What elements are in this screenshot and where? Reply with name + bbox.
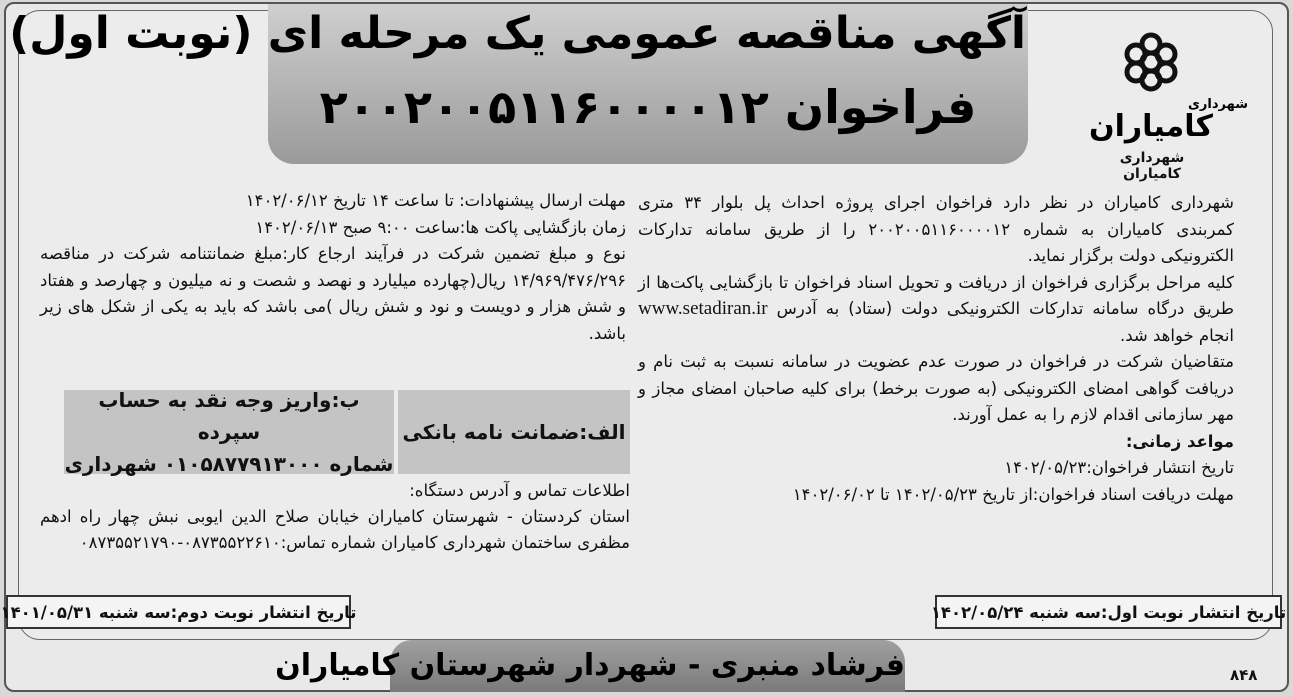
page-number: ۸۴۸ bbox=[1230, 666, 1258, 684]
second-publication-date: تاریخ انتشار نوبت دوم:سه شنبه ۱۴۰۱/۰۵/۳۱ bbox=[6, 595, 351, 629]
option-cash-deposit: ب:واریز وجه نقد به حساب سپرده شماره ۰۱۰۵۸۷۷۹۱۳۰۰۰ شهرداری bbox=[64, 388, 394, 476]
option-bank-guarantee: الف:ضمانت نامه بانکی bbox=[398, 390, 630, 474]
paragraph-process: کلیه مراحل برگزاری فراخوان از دریافت و تحویل اسناد فراخوان تا بازگشایی پاکت‌ها از طریق درگاه سامانه تدارکات الکترونیکی دولت (ستاد) به آدرس www.setadiran.ir انجام خواهد شد. bbox=[638, 272, 1234, 345]
paragraph-intro: شهرداری کامیاران در نظر دارد فراخوان اجرای پروژه احداث پل بلوار ۳۴ متری کمربندی کامیاران به شماره ۲۰۰۲۰۰۵۱۱۶۰۰۰۰۱۲ را از طریق سامانه تدارکات الکترونیکی دولت برگزار نماید. bbox=[638, 193, 1235, 265]
first-publication-date: تاریخ انتشار نوبت اول:سه شنبه ۱۴۰۲/۰۵/۲۴ bbox=[935, 595, 1282, 629]
mayor-signature: فرشاد منبری - شهردار شهرستان کامیاران bbox=[390, 640, 905, 692]
publish-date: تاریخ انتشار فراخوان:۱۴۰۲/۰۵/۲۳ bbox=[1004, 458, 1234, 477]
guarantee-info: نوع و مبلغ تضمین شرکت در فرآیند ارجاع کار:مبلغ ضمانتنامه شرکت در مناقصه ۱۴/۹۶۹/۴۷۶/۲۹۶ ریال(چهارده میلیارد و نهصد و شصت و نه میلیون و چهارصد و هفتاد و شش هزار و دویست و نود و شش ریال )می باشد که باید به یکی از شکل های زیر باشد. bbox=[40, 244, 626, 343]
docs-deadline: مهلت دریافت اسناد فراخوان:از تاریخ ۱۴۰۲/۰۵/۲۳ تا ۱۴۰۲/۰۶/۰۲ bbox=[792, 484, 1234, 504]
paragraph-registration: متقاضیان شرکت در فراخوان در صورت عدم عضویت در سامانه نسبت به ثبت نام و دریافت گواهی امضای الکترونیکی (به صورت برخط) برای کلیه صاحبان امضای مجاز و مهر سازمانی اقدام لازم را به عمل آورند. bbox=[638, 352, 1234, 424]
deadlines-section bbox=[40, 188, 626, 347]
municipality-logo bbox=[1089, 32, 1248, 162]
opening-time: زمان بازگشایی پاکت ها:ساعت ۹:۰۰ صبح ۱۴۰۲/۰۶/۱۳ bbox=[255, 217, 626, 237]
contact-section bbox=[40, 478, 630, 556]
svg-text:کامیاران: کامیاران bbox=[1089, 109, 1213, 144]
contact-title: اطلاعات تماس و آدرس دستگاه: bbox=[409, 481, 630, 500]
setad-url-link[interactable]: www.setadiran.ir bbox=[638, 298, 768, 319]
tender-description bbox=[638, 190, 1234, 508]
notice-title: آگهی مناقصه عمومی یک مرحله ای (نوبت اول) bbox=[9, 8, 1026, 59]
tender-number-title: فراخوان ۲۰۰۲۰۰۵۱۱۶۰۰۰۰۱۲ bbox=[319, 80, 977, 134]
logo-subtitle: شهرداری کامیاران bbox=[1119, 150, 1185, 182]
contact-address: استان کردستان - شهرستان کامیاران خیابان صلاح الدین ایوبی نبش چهار راه ادهم مظفری ساختمان شهرداری کامیاران شماره تماس:۰۸۷۳۵۵۲۲۶۱۰-۰۸۷۳۵۵۲۱۷۹۰ bbox=[40, 507, 630, 552]
svg-text:شهرداری: شهرداری bbox=[1188, 97, 1248, 112]
submit-deadline: مهلت ارسال پیشنهادات: تا ساعت ۱۴ تاریخ ۱۴۰۲/۰۶/۱۲ bbox=[245, 191, 626, 210]
schedule-heading: مواعد زمانی: bbox=[1125, 431, 1234, 451]
